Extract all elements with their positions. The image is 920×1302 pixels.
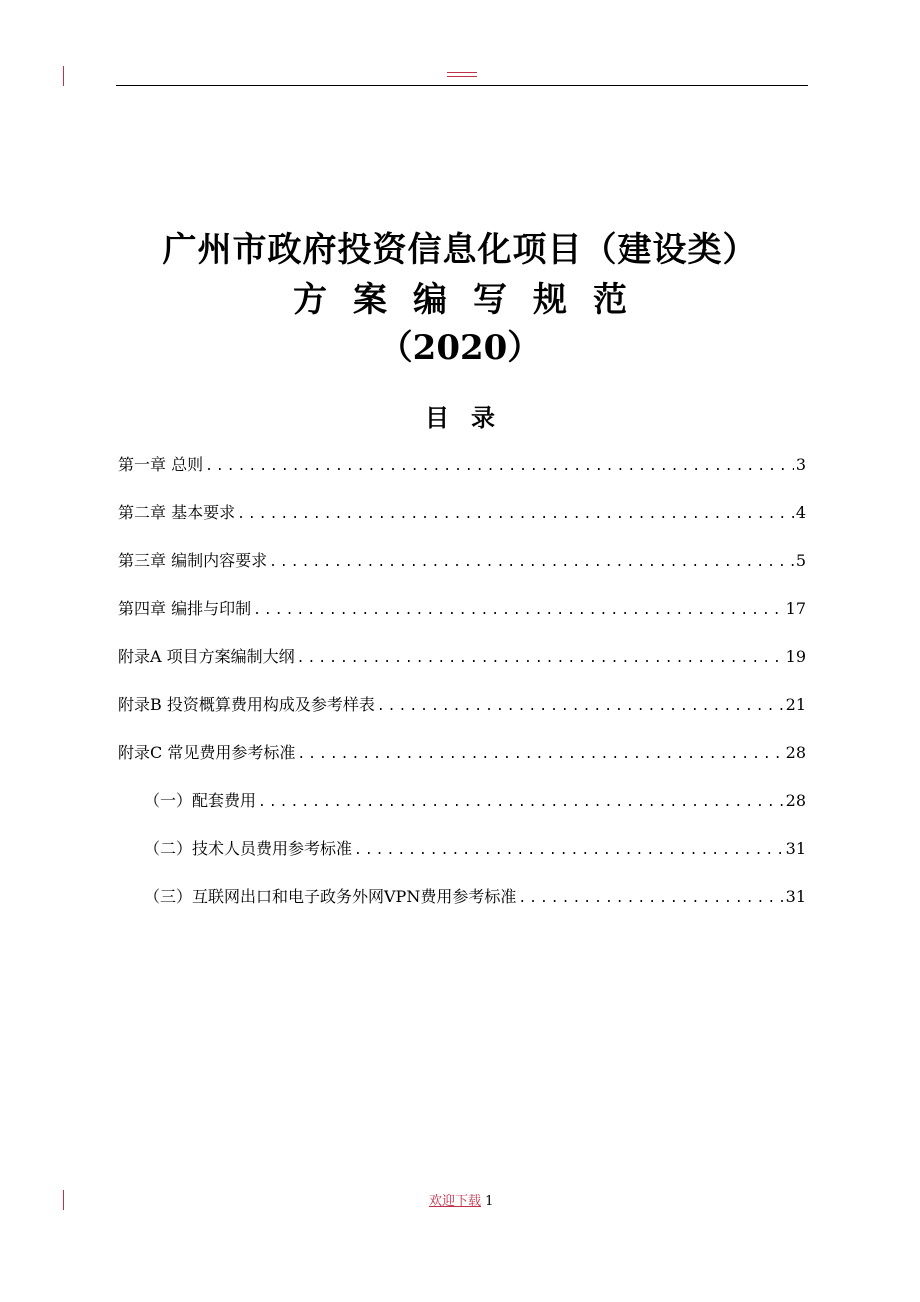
toc-leader-dots bbox=[354, 843, 784, 858]
toc-entry-label: 第三章 编制内容要求 bbox=[118, 551, 268, 570]
document-title-line-2: 方案编写规范 bbox=[293, 280, 653, 320]
download-link[interactable]: 欢迎下载 bbox=[429, 1194, 482, 1209]
toc-leader-dots bbox=[237, 507, 794, 522]
header-mark bbox=[447, 72, 477, 80]
toc-leader-dots bbox=[518, 891, 783, 906]
header-rule bbox=[116, 85, 808, 86]
toc-entry-appendix-c-2[interactable] bbox=[118, 836, 806, 884]
toc-entry-page: 31 bbox=[785, 839, 806, 858]
document-title-line-1: 广州市政府投资信息化项目（建设类） bbox=[162, 230, 758, 270]
toc-entry-appendix-b[interactable] bbox=[118, 692, 806, 740]
toc-entry-page: 31 bbox=[785, 887, 806, 906]
toc-heading: 目录 bbox=[425, 403, 517, 432]
toc-entry-appendix-c[interactable] bbox=[118, 740, 806, 788]
document-title-year: （2020） bbox=[378, 328, 542, 368]
table-of-contents bbox=[118, 452, 806, 932]
toc-entry-page: 19 bbox=[785, 647, 806, 666]
toc-entry-chapter-4[interactable] bbox=[118, 596, 806, 644]
toc-entry-page: 5 bbox=[795, 551, 806, 570]
toc-entry-label: （一）配套费用 bbox=[144, 791, 257, 810]
page-footer bbox=[429, 1190, 493, 1209]
toc-entry-label: 附录A 项目方案编制大纲 bbox=[118, 647, 295, 666]
toc-leader-dots bbox=[205, 459, 794, 474]
toc-entry-chapter-2[interactable] bbox=[118, 500, 806, 548]
toc-entry-page: 3 bbox=[795, 455, 806, 474]
toc-entry-label: 附录B 投资概算费用构成及参考样表 bbox=[118, 695, 375, 714]
toc-entry-appendix-c-3[interactable] bbox=[118, 884, 806, 932]
toc-entry-label: 附录C 常见费用参考标准 bbox=[118, 743, 296, 762]
corner-mark-top-left bbox=[63, 66, 64, 86]
toc-entry-label: （三）互联网出口和电子政务外网VPN费用参考标准 bbox=[144, 887, 517, 906]
toc-leader-dots bbox=[258, 795, 784, 810]
toc-entry-page: 28 bbox=[785, 791, 806, 810]
toc-leader-dots bbox=[269, 555, 794, 570]
toc-entry-label: （二）技术人员费用参考标准 bbox=[144, 839, 353, 858]
toc-leader-dots bbox=[297, 747, 783, 762]
toc-leader-dots bbox=[253, 603, 784, 618]
toc-entry-page: 17 bbox=[785, 599, 806, 618]
toc-entry-label: 第四章 编排与印制 bbox=[118, 599, 252, 618]
toc-entry-chapter-1[interactable] bbox=[118, 452, 806, 500]
toc-entry-label: 第二章 基本要求 bbox=[118, 503, 236, 522]
corner-mark-bottom-left bbox=[63, 1190, 64, 1210]
toc-entry-page: 28 bbox=[785, 743, 806, 762]
toc-entry-label: 第一章 总则 bbox=[118, 455, 204, 474]
toc-entry-chapter-3[interactable] bbox=[118, 548, 806, 596]
toc-leader-dots bbox=[377, 699, 784, 714]
toc-leader-dots bbox=[297, 651, 784, 666]
toc-entry-appendix-a[interactable] bbox=[118, 644, 806, 692]
toc-entry-appendix-c-1[interactable] bbox=[118, 788, 806, 836]
page-number: 1 bbox=[485, 1194, 494, 1209]
toc-entry-page: 21 bbox=[785, 695, 806, 714]
toc-entry-page: 4 bbox=[795, 503, 806, 522]
